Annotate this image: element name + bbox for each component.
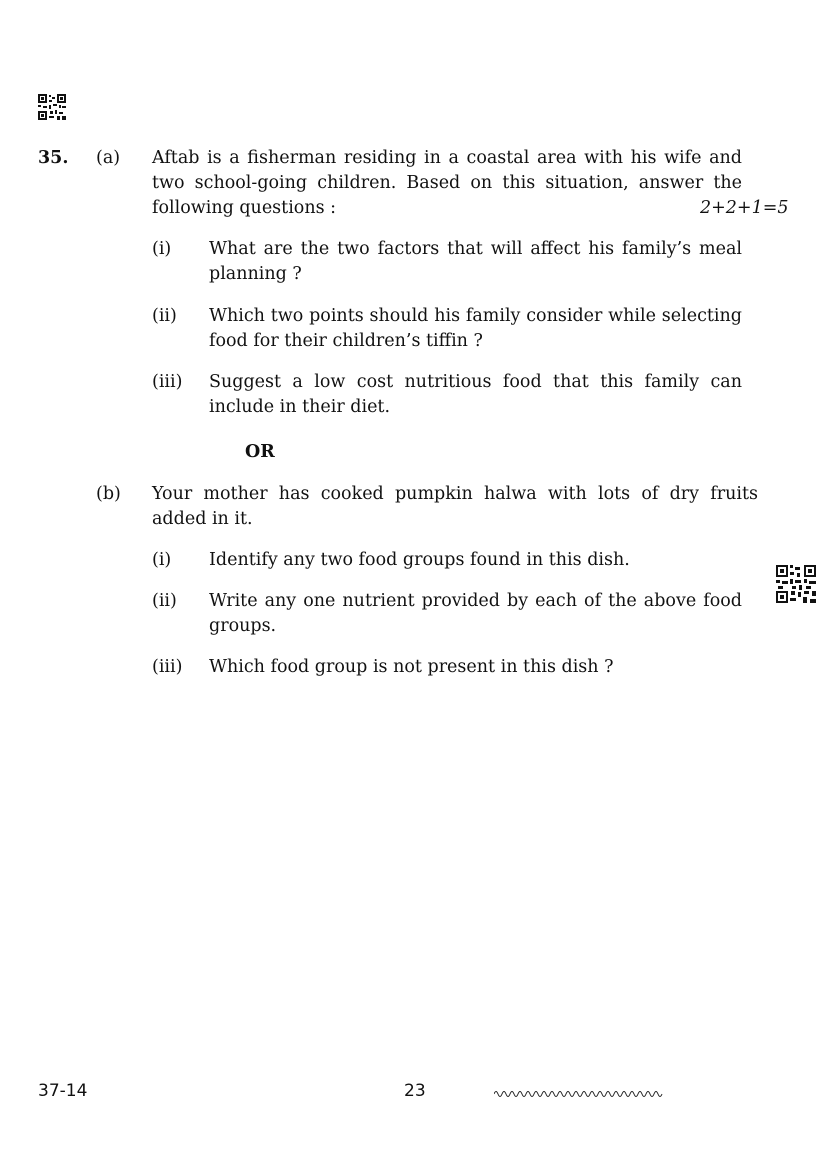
marks-allocation: 2+2+1=5: [700, 198, 789, 218]
part-a-label: (a): [96, 148, 121, 168]
part-a-stem: Aftab is a fisherman residing in a coastal area with his wife and two school-going children. Based on this situation, answer the following questions :: [152, 148, 742, 218]
question-number: 35.: [38, 148, 69, 168]
or-divider: OR: [245, 442, 275, 462]
paper-code: 37-14: [38, 1081, 88, 1101]
part-b-sub-ii-label: (ii): [152, 591, 177, 611]
part-b-sub-iii-label: (iii): [152, 657, 183, 677]
part-b-sub-iii-text: Which food group is not present in this dish ?: [209, 657, 614, 677]
page-number: 23: [404, 1081, 426, 1101]
part-a-sub-iii-label: (iii): [152, 372, 183, 392]
part-b-sub-i-text: Identify any two food groups found in this dish.: [209, 550, 630, 570]
part-b-sub-ii-text: Write any one nutrient provided by each of the above food groups.: [209, 591, 742, 636]
part-a-sub-ii-label: (ii): [152, 306, 177, 326]
part-b-sub-i-label: (i): [152, 550, 172, 570]
qr-code-top-icon: [38, 94, 66, 120]
part-b-stem: Your mother has cooked pumpkin halwa with lots of dry fruits added in it.: [152, 484, 758, 529]
wavy-line-icon: [494, 1084, 664, 1103]
part-a-sub-iii-text: Suggest a low cost nutritious food that this family can include in their diet.: [209, 372, 742, 417]
part-a-sub-i-label: (i): [152, 239, 172, 259]
part-a-sub-ii-text: Which two points should his family consider while selecting food for their children’s tiffin ?: [209, 306, 742, 351]
qr-code-side-icon: [776, 565, 816, 603]
part-a-sub-i-text: What are the two factors that will affect his family’s meal planning ?: [209, 239, 742, 284]
part-b-label: (b): [96, 484, 121, 504]
